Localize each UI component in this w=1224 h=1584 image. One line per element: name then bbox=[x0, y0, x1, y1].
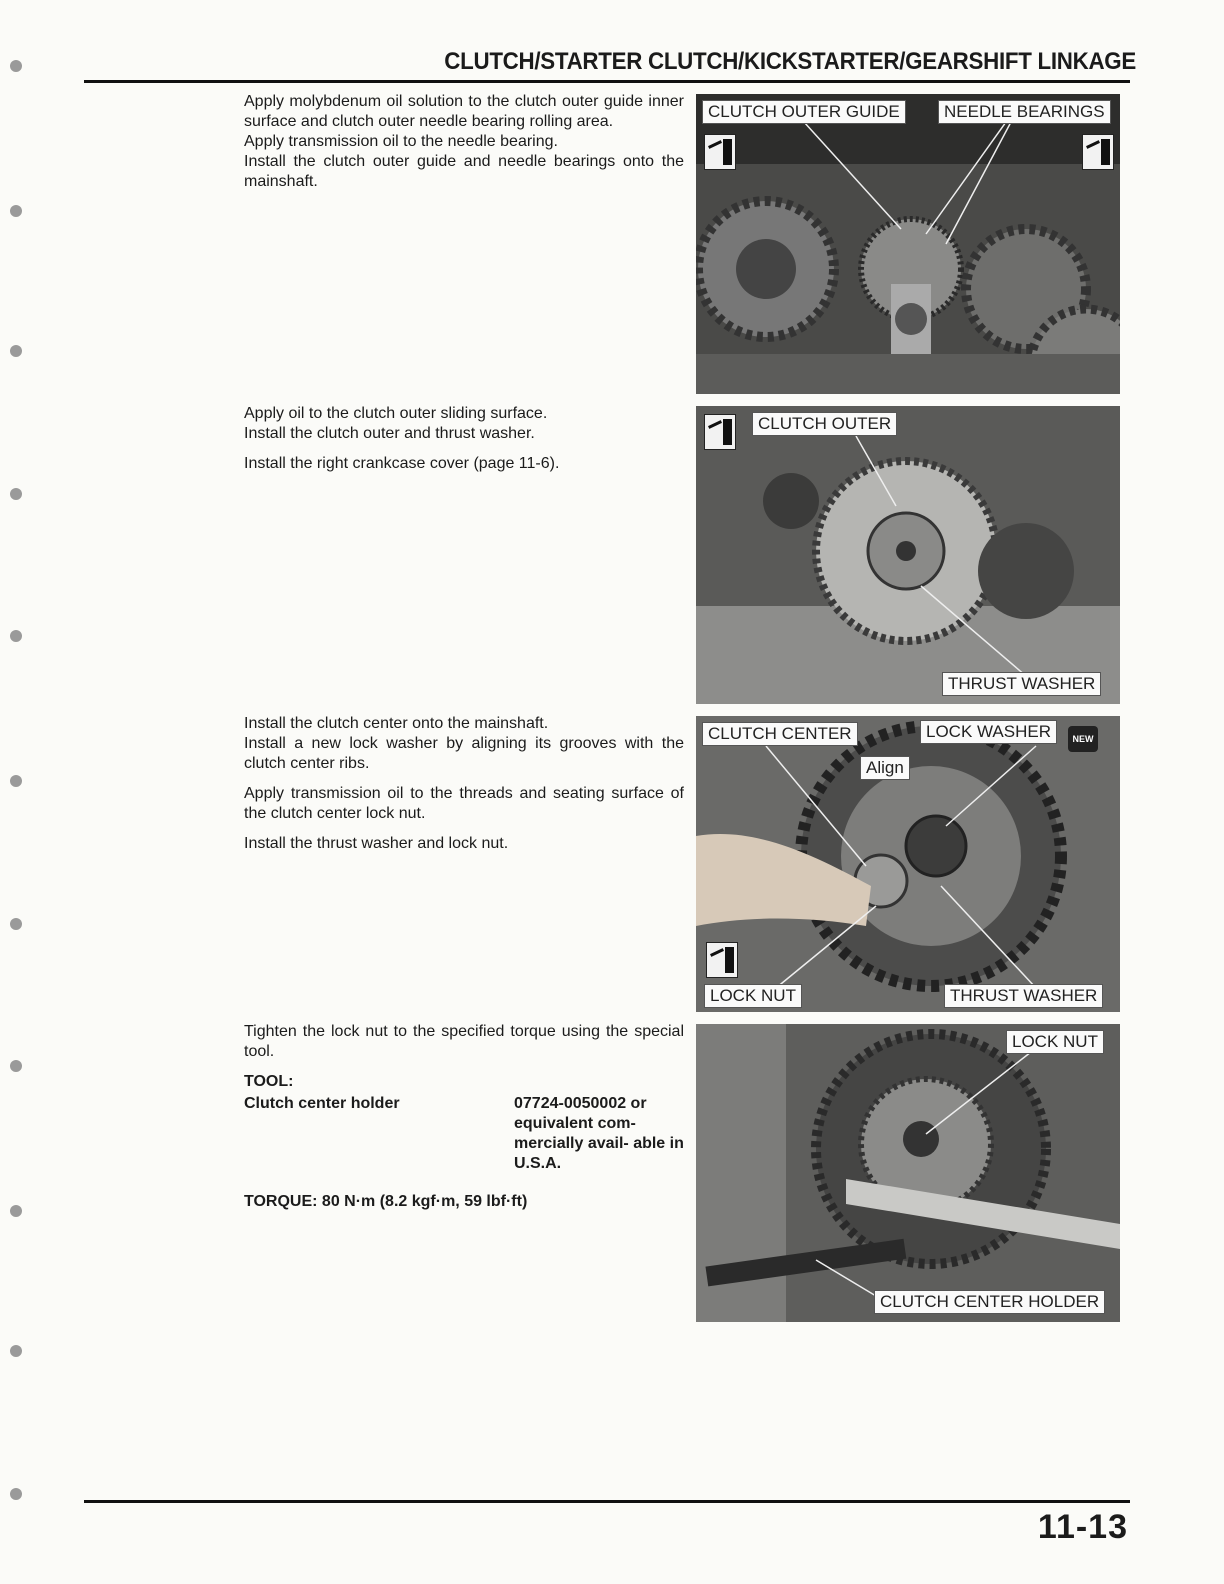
punch-hole bbox=[10, 918, 22, 930]
label-thrust-washer: THRUST WASHER bbox=[942, 672, 1101, 696]
new-part-icon: NEW bbox=[1068, 726, 1098, 752]
punch-hole bbox=[10, 1205, 22, 1217]
step-1-paragraph: Install the clutch outer guide and needle bearings onto the mainshaft. bbox=[244, 153, 684, 190]
header-rule bbox=[84, 80, 1130, 83]
label-clutch-center: CLUTCH CENTER bbox=[702, 722, 858, 746]
label-lock-nut: LOCK NUT bbox=[1006, 1030, 1104, 1054]
step-3-text bbox=[244, 714, 684, 864]
step-2-paragraph: Apply oil to the clutch outer sliding surface. bbox=[244, 405, 548, 422]
figure-clutch-outer-guide bbox=[696, 94, 1120, 394]
page-header-title: CLUTCH/STARTER CLUTCH/KICKSTARTER/GEARSHIFT LINKAGE bbox=[444, 48, 1136, 75]
label-needle-bearings: NEEDLE BEARINGS bbox=[938, 100, 1111, 124]
label-clutch-outer: CLUTCH OUTER bbox=[752, 412, 897, 436]
punch-hole bbox=[10, 60, 22, 72]
punch-hole bbox=[10, 1488, 22, 1500]
label-align: Align bbox=[860, 756, 910, 780]
label-clutch-outer-guide: CLUTCH OUTER GUIDE bbox=[702, 100, 906, 124]
photo-clutch-outer bbox=[696, 406, 1120, 704]
step-3-paragraph: Apply transmission oil to the threads and seating surface of the clutch center lock nut. bbox=[244, 785, 684, 822]
step-4-text bbox=[244, 1022, 684, 1212]
punch-hole bbox=[10, 1345, 22, 1357]
oil-can-icon bbox=[1082, 134, 1114, 170]
tool-spec-row bbox=[244, 1094, 684, 1174]
oil-can-icon bbox=[706, 942, 738, 978]
photo-clutch-holder bbox=[696, 1024, 1120, 1322]
oil-can-icon bbox=[704, 414, 736, 450]
oil-can-icon bbox=[704, 134, 736, 170]
photo-gears bbox=[696, 94, 1120, 394]
figure-clutch-center-holder bbox=[696, 1024, 1120, 1322]
step-4-paragraph: Tighten the lock nut to the specified torque using the special tool. bbox=[244, 1023, 684, 1060]
step-2-paragraph: Install the right crankcase cover (page 11-6). bbox=[244, 455, 560, 472]
step-3-paragraph: Install the thrust washer and lock nut. bbox=[244, 835, 509, 852]
figure-clutch-outer bbox=[696, 406, 1120, 704]
tool-name: Clutch center holder bbox=[244, 1095, 400, 1112]
step-1-text bbox=[244, 92, 684, 192]
step-2-text bbox=[244, 404, 684, 484]
step-2-paragraph: Install the clutch outer and thrust washer. bbox=[244, 425, 535, 442]
figure-clutch-center bbox=[696, 716, 1120, 1012]
punch-hole bbox=[10, 488, 22, 500]
footer-rule bbox=[84, 1500, 1130, 1503]
tool-part-number: 07724-0050002 or equivalent com- mercially avail- able in U.S.A. bbox=[514, 1095, 684, 1172]
label-clutch-center-holder: CLUTCH CENTER HOLDER bbox=[874, 1290, 1105, 1314]
torque-spec: TORQUE: 80 N·m (8.2 kgf·m, 59 lbf·ft) bbox=[244, 1193, 528, 1210]
label-thrust-washer: THRUST WASHER bbox=[944, 984, 1103, 1008]
step-3-paragraph: Install a new lock washer by aligning its grooves with the clutch center ribs. bbox=[244, 735, 684, 772]
punch-hole bbox=[10, 1060, 22, 1072]
label-lock-nut: LOCK NUT bbox=[704, 984, 802, 1008]
page-number: 11-13 bbox=[1037, 1508, 1128, 1546]
step-1-paragraph: Apply molybdenum oil solution to the clutch outer guide inner surface and clutch outer needle bearing rolling area. bbox=[244, 93, 684, 130]
step-1-paragraph: Apply transmission oil to the needle bearing. bbox=[244, 133, 558, 150]
punch-hole bbox=[10, 775, 22, 787]
punch-hole bbox=[10, 630, 22, 642]
label-lock-washer: LOCK WASHER bbox=[920, 720, 1057, 744]
tool-label: TOOL: bbox=[244, 1073, 294, 1090]
punch-hole bbox=[10, 345, 22, 357]
step-3-paragraph: Install the clutch center onto the mainshaft. bbox=[244, 715, 549, 732]
punch-hole bbox=[10, 205, 22, 217]
